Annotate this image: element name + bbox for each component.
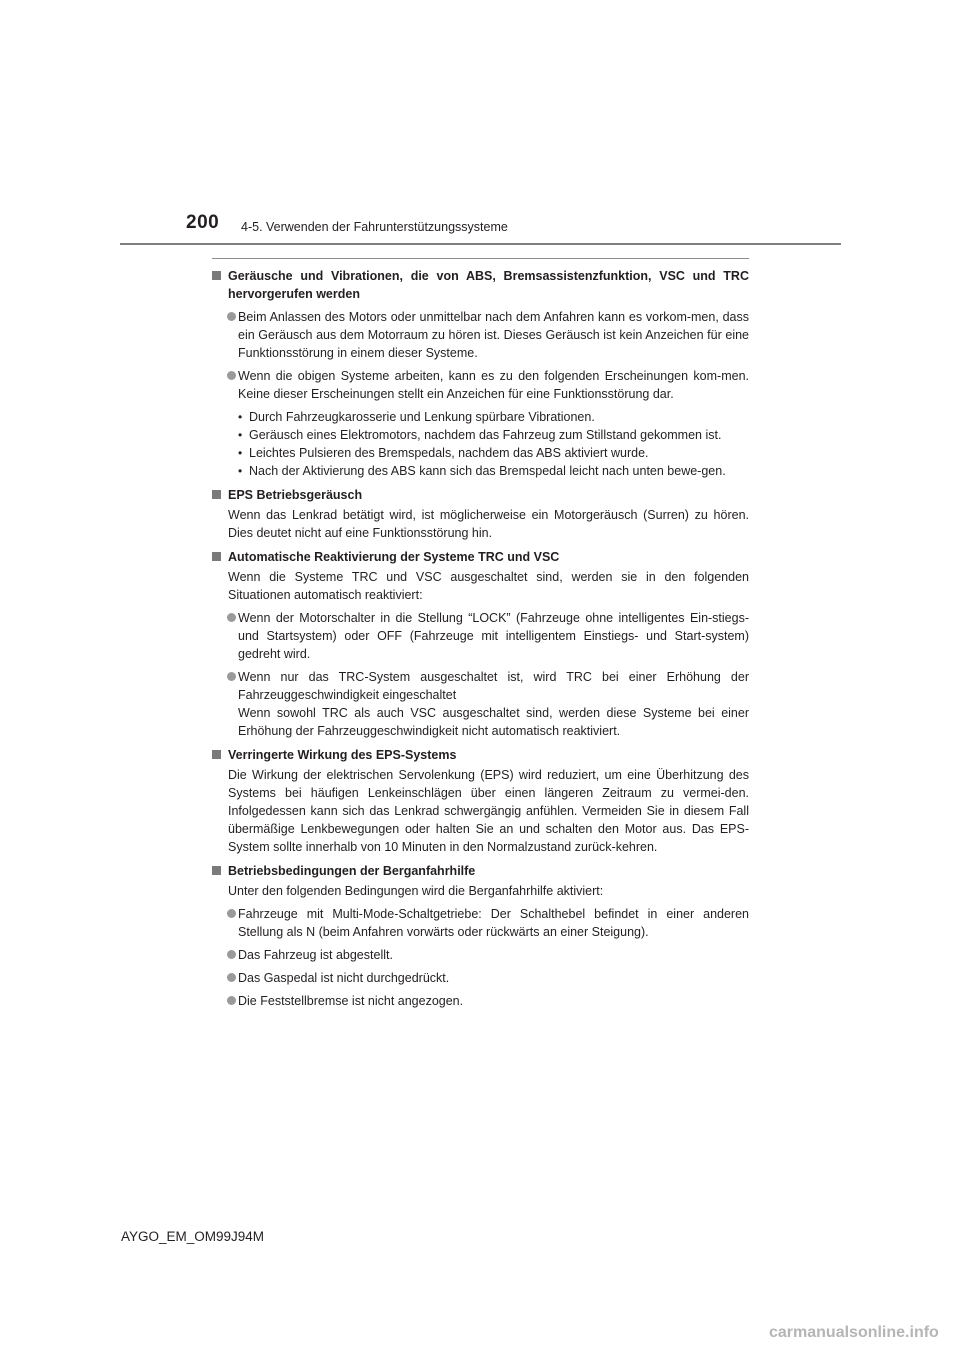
circle-bullet-icon (227, 973, 236, 982)
section-trc-vsc-reactivation (212, 548, 749, 740)
circle-bullet-icon (227, 672, 236, 681)
bullet-item: Die Feststellbremse ist nicht angezogen. (212, 992, 749, 1010)
section-paragraph: Wenn das Lenkrad betätigt wird, ist möglicherweise ein Motorgeräusch (Surren) zu hören. Dies deutet nicht auf eine Funktionsstörung hin. (228, 508, 749, 540)
sub-list-item: • Geräusch eines Elektromotors, nachdem das Fahrzeug zum Stillstand gekommen ist. (238, 428, 722, 442)
section-paragraph: Die Wirkung der elektrischen Servolenkung (EPS) wird reduziert, um eine Überhitzung des Systems bei häufigen Lenkeinschlägen über einen längeren Zeitraum zu vermei-den. Infolgedessen kann sich das Lenkrad schwergängig anfühlen. Vermeiden Sie in diesem Fall übermäßige Lenkbewegungen oder halten Sie an und schalten den Motor aus. Das EPS-System sollte innerhalb von 10 Minuten in den Normalzustand zurück-kehren. (228, 768, 749, 854)
section-heading: Geräusche und Vibrationen, die von ABS, Bremsassistenzfunktion, VSC und TRC hervorgerufen werden (212, 267, 749, 303)
section-noise-vibration (212, 267, 749, 480)
circle-bullet-icon (227, 909, 236, 918)
circle-bullet-icon (227, 613, 236, 622)
circle-bullet-icon (227, 312, 236, 321)
document-code: AYGO_EM_OM99J94M (121, 1229, 265, 1244)
sub-list (212, 408, 749, 480)
sub-list-item: • Leichtes Pulsieren des Bremspedals, nachdem das ABS aktiviert wurde. (238, 446, 649, 460)
circle-bullet-icon (227, 371, 236, 380)
square-bullet-icon (212, 866, 221, 875)
page-header (0, 0, 960, 250)
bullet-item: Wenn nur das TRC-System ausgeschaltet ist, wird TRC bei einer Erhöhung der Fahrzeuggeschwindigkeit eingeschaltet Wenn sowohl TRC als auch VSC ausgeschaltet sind, werden diese Systeme bei einer Erhöhung der Fahrzeuggeschwindigkeit nicht automatisch reaktiviert. (212, 668, 749, 740)
bullet-item: Das Fahrzeug ist abgestellt. (212, 946, 749, 964)
bullet-continuation: Wenn sowohl TRC als auch VSC ausgeschaltet sind, werden diese Systeme bei einer Erhöhung der Fahrzeuggeschwindigkeit nicht automatisch reaktiviert. (238, 706, 749, 738)
bullet-item: Wenn der Motorschalter in die Stellung “LOCK” (Fahrzeuge ohne intelligentes Ein-stiegs- und Startsystem) oder OFF (Fahrzeuge mit intelligentem Einstiegs- und Start-system) gedreht wird. (212, 609, 749, 663)
section-hill-start-assist (212, 862, 749, 1010)
middle-dot-icon: • (238, 446, 243, 460)
header-divider (120, 243, 841, 245)
middle-dot-icon: • (238, 410, 243, 424)
circle-bullet-icon (227, 996, 236, 1005)
section-eps-noise (212, 486, 749, 542)
bullet-item: Fahrzeuge mit Multi-Mode-Schaltgetriebe: Der Schalthebel befindet in einer anderen Stellung als N (beim Anfahren vorwärts oder rückwärts an einer Steigung). (212, 905, 749, 941)
square-bullet-icon (212, 552, 221, 561)
bullet-item: Wenn die obigen Systeme arbeiten, kann es zu den folgenden Erscheinungen kom-men. Keine dieser Erscheinungen stellt ein Anzeichen für eine Funktionsstörung dar. (212, 367, 749, 403)
section-paragraph: Wenn die Systeme TRC und VSC ausgeschaltet sind, werden sie in den folgenden Situationen automatisch reaktiviert: (228, 570, 749, 602)
section-heading: Verringerte Wirkung des EPS-Systems (212, 746, 749, 764)
bullet-item: Beim Anlassen des Motors oder unmittelbar nach dem Anfahren kann es vorkom-men, dass ein Geräusch aus dem Motorraum zu hören ist. Dieses Geräusch ist kein Anzeichen für eine Funktionsstörung in einem dieser Systeme. (212, 308, 749, 362)
section-title: 4-5. Verwenden der Fahrunterstützungssysteme (241, 220, 508, 234)
circle-bullet-icon (227, 950, 236, 959)
section-heading: Betriebsbedingungen der Berganfahrhilfe (212, 862, 749, 880)
square-bullet-icon (212, 490, 221, 499)
sub-list-item: • Durch Fahrzeugkarosserie und Lenkung spürbare Vibrationen. (238, 410, 595, 424)
middle-dot-icon: • (238, 464, 243, 478)
bullet-item: Das Gaspedal ist nicht durchgedrückt. (212, 969, 749, 987)
content-divider (212, 258, 749, 259)
square-bullet-icon (212, 750, 221, 759)
sub-list-item: • Nach der Aktivierung des ABS kann sich das Bremspedal leicht nach unten bewe-gen. (238, 464, 726, 478)
page-number: 200 (186, 212, 220, 233)
section-eps-reduced (212, 746, 749, 856)
middle-dot-icon: • (238, 428, 243, 442)
section-paragraph: Unter den folgenden Bedingungen wird die Berganfahrhilfe aktiviert: (228, 884, 604, 898)
section-heading: EPS Betriebsgeräusch (212, 486, 749, 504)
watermark: carmanualsonline.info (769, 1324, 939, 1341)
page-content (212, 267, 749, 1016)
square-bullet-icon (212, 271, 221, 280)
section-heading: Automatische Reaktivierung der Systeme TRC und VSC (212, 548, 749, 566)
